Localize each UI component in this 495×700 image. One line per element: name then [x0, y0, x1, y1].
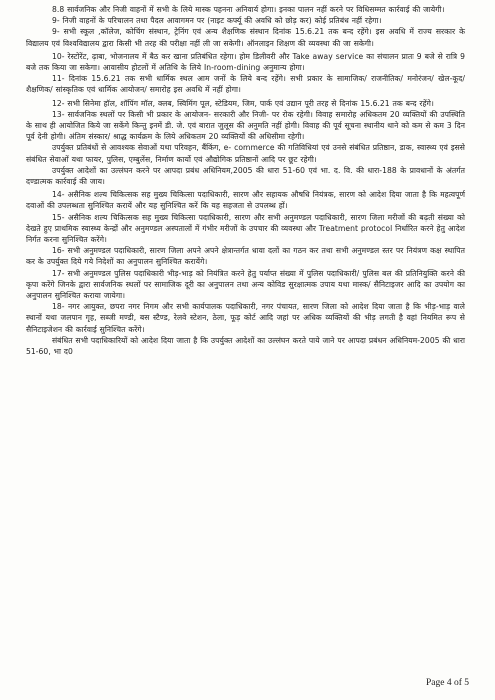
paragraph-penalty: उपर्युक्त आदेशों का उल्लंघन करने पर आपदा प्रबंध अधिनियम,2005 की धारा 51-60 एवं भा. द. वि. की धारा-188 के प्रावधानों के अंतर्गत दण्डात्मक कार्रवाई की जाय। [26, 165, 465, 187]
paragraph-15-treatment: 15- असैनिक शल्य चिकित्सक सह मुख्य चिकित्सा पदाधिकारी, सारण और सभी अनुमण्डल पदाधिकारी, सारण जिला मरीजों की बढ़ती संख्या को देखते हुए प्राथमिक स्वास्थ्य केन्द्रों और अनुमण्डल अस्पतालों में गंभीर मरीजों के उपचार की व्यवस्था और Treatment protocol निर्धारित करने हेतु आदेश निर्गत करना सुनिश्चित करेंगे। [26, 212, 465, 245]
paragraph-closing: संबंधित सभी पदाधिकारियों को आदेश दिया जाता है कि उपर्युक्त आदेशों का उल्लंघन करते पाये जाने पर आपदा प्रबंधन अधिनियम-2005 की धारा 51-60, भा द0 [26, 335, 465, 357]
page-number: Page 4 of 5 [425, 678, 469, 688]
paragraph-14-medicines: 14- असैनिक शल्य चिकित्सक सह मुख्य चिकित्सा पदाधिकारी, सारण और सहायक औषधि नियंत्रक, सारण को आदेश दिया जाता है कि महत्वपूर्ण दवाओं की उपलब्धता सुनिश्चित करायें और यह सुनिश्चित करें कि यह सहजता से उपलब्ध हों। [26, 190, 465, 211]
paragraph-10-restaurants: 10- रेस्टोरेंट, ढ़ाबा, भोजनालय में बैठ कर खाना प्रतिबंधित रहेगा। होम डिलीवरी और Take away service का संचालन प्रातः 9 बजे से रात्रि 9 बजे तक किया जा सकेगा। आवासीय होटलों में अतिथि के लिये In-room-dining अनुमान्य होगा। [26, 51, 465, 73]
paragraph-8-8: 8.8 सार्वजनिक और निजी वाहनों में सभी के लिये मास्क पहनना अनिवार्य होगा। इनका पालन नहीं करने पर विधिसम्मत कार्रवाई की जायेगी। [52, 5, 445, 14]
paragraph-9-education: 9- सभी स्कूल ,कॉलेज, कोचिंग संस्थान, ट्रेनिंग एवं अन्य शैक्षणिक संस्थान दिनांक 15.6.21 तक बन्द रहेंगे। इस अवधि में राज्य सरकार के विद्यालय एवं विश्वविद्यालय द्वारा किसी भी तरह की परीक्षा नहीं ली जा सकेगी। ऑनलाइन शिक्षण की व्यवस्था की जा सकेगी। [26, 27, 465, 48]
paragraph-12-cinema: 12- सभी सिनेमा हॉल, शॉपिंग मॉल, क्लब, स्विमिंग पूल, स्टेडियम, जिम, पार्क एवं उद्यान पूरी तरह से दिनांक 15.6.21 तक बन्द रहेंगे। [52, 98, 434, 108]
paragraph-13-events: 13- सार्वजनिक स्थलों पर किसी भी प्रकार के आयोजन- सरकारी और निजी- पर रोक रहेगी। विवाह समारोह अधिकतम 20 व्यक्तियों की उपस्थिति के साथ ही आयोजित किये जा सकेंगे किन्तु इनमें डी. जे. एवं बारात जुलूस की अनुमति नहीं होगी। विवाह की पूर्व सूचना स्थानीय थाने को कम से कम 3 दिन पूर्व देनी होगी। अंतिम संस्कार/ श्राद्ध कार्यक्रम के लिये अधिकतम 20 व्यक्तियों की अधिसीमा रहेगी। [26, 109, 465, 142]
paragraph-18-sanitization: 18- नगर आयुक्त, छपरा नगर निगम और सभी कार्यपालक पदाधिकारी, नगर पंचायत, सारण जिला को आदेश दिया जाता है कि भीड़-भाड़ वाले स्थानों यथा जलपान गृह, सब्जी मण्डी, बस स्टैण्ड, रेलवे स्टेशन, ठेला, फूड़ कोर्ट आदि जहां पर अधिक व्यक्तियों की भीड़ लगती है वहां नियमित रूप से सैनिटाइजेशन की कार्रवाई सुनिश्चित करेंगे। [26, 302, 465, 334]
paragraph-16-raid-teams: 16- सभी अनुमण्डल पदाधिकारी, सारण जिला अपने अपने क्षेत्रान्तर्गत धावा दलों का गठन कर तथा सभी अनुमण्डल स्तर पर नियंत्रण कक्ष स्थापित कर के उपर्युक्त दिये गये निदेशों का अनुपालन सुनिश्चित करायेंगे। [26, 246, 465, 267]
paragraph-17-police: 17- सभी अनुमण्डल पुलिस पदाधिकारी भीड़-भाड़ को नियंत्रित करने हेतु पर्याप्त संख्या में पुलिस पदाधिकारी/ पुलिस बल की प्रतिनियुक्ति करने की कृपा करेंगे जिनके द्वारा सार्वजनिक स्थलों पर सामाजिक दूरी का अनुपालन तथा अन्य कोविड सुरक्षात्मक उपाय यथा मास्क/ सैनिटाइजर आदि का उपयोग का अनुपालन सुनिश्चित कराया जायेगा। [26, 268, 465, 301]
paragraph-exemptions: उपर्युक्त प्रतिबंधों से आवश्यक सेवाओं यथा परिवहन, बैंकिंग, e- commerce की गतिविधियां एवं उनसे संबंधित प्रतिष्ठान, डाक, स्वास्थ्य एवं इससे संबंधित सेवाओं यथा फायर, पुलिस, एम्बुलेंस, निर्माण कार्यो एवं औद्योगिक प्रतिष्ठानों आदि पर छूट रहेगी। [26, 143, 465, 164]
paragraph-9-vehicles: 9- निजी वाहनों के परिचालन तथा पैदल आवागमन पर (नाइट कर्फ्यू की अवधि को छोड़ कर) कोई प्रतिबंध नहीं रहेगा। [52, 16, 382, 26]
paragraph-11-religious: 11- दिनांक 15.6.21 तक सभी धार्मिक स्थल आम जनों के लिये बन्द रहेंगे। सभी प्रकार के सामाजिक/ राजनीतिक/ मनोरंजन/ खेल-कूद/ शैक्षणिक/ सांस्कृतिक एवं धार्मिक आयोजन/ समारोह इस अवधि में नहीं होगा। [26, 74, 465, 95]
